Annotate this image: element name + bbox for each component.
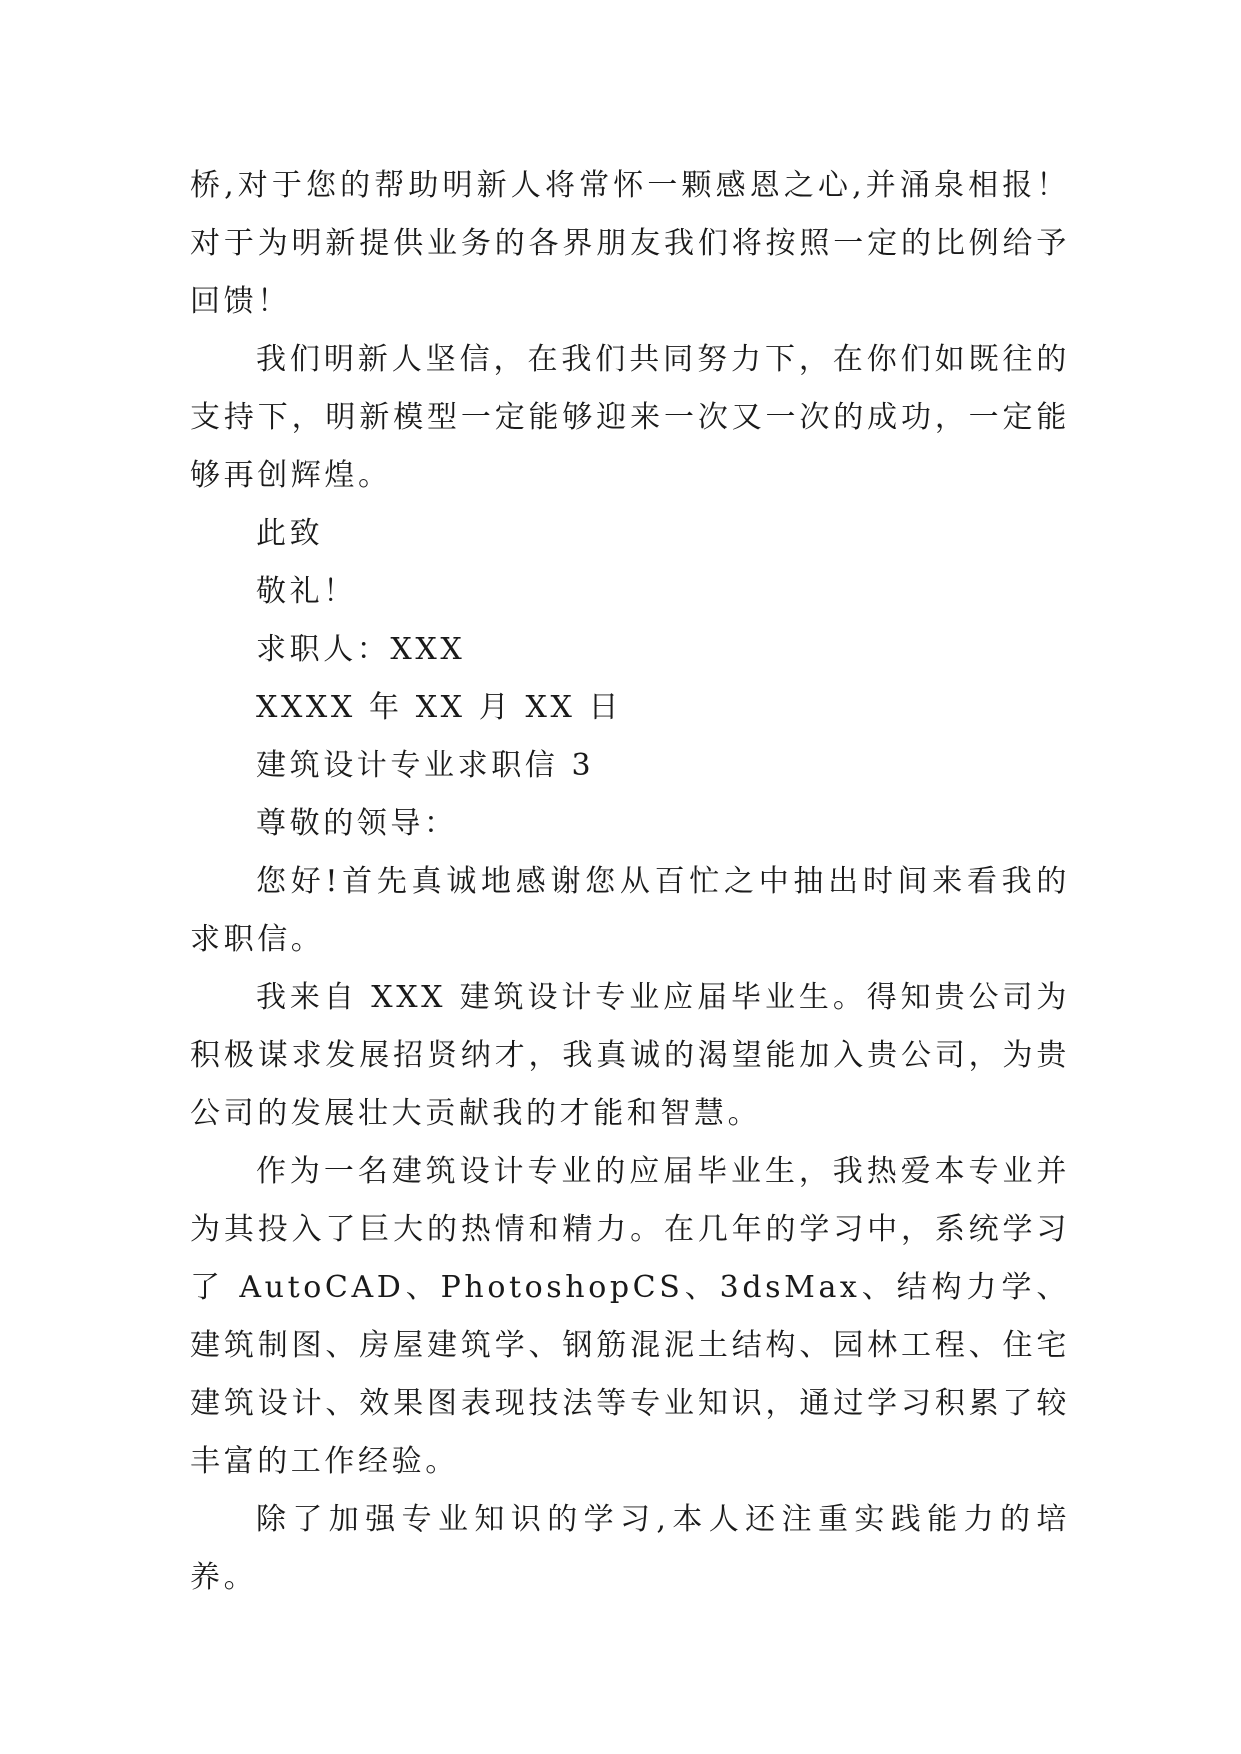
section-title: 建筑设计专业求职信 3 bbox=[256, 748, 595, 783]
applicant-line: 求职人：XXX bbox=[256, 632, 466, 667]
paragraph-continuation: 桥,对于您的帮助明新人将常怀一颗感恩之心,并涌泉相报！对于为明新提供业务的各界朋友我们将按照一定的比例给予回馈！ bbox=[190, 168, 1070, 319]
paragraph-studies: 作为一名建筑设计专业的应届毕业生，我热爱本专业并为其投入了巨大的热情和精力。在几年的学习中，系统学习了 AutoCAD、PhotoshopCS、3dsMax、结构力学、建筑制图、房屋建筑学、钢筋混泥土结构、园林工程、住宅建筑设计、效果图表现技法等专业知识，通过学习积累了较丰富的工作经验。 bbox=[190, 1154, 1070, 1479]
closing-salutation: 此致 bbox=[256, 516, 324, 551]
paragraph-belief: 我们明新人坚信，在我们共同努力下，在你们如既往的支持下，明新模型一定能够迎来一次又一次的成功，一定能够再创辉煌。 bbox=[190, 342, 1070, 493]
greeting-line: 尊敬的领导： bbox=[256, 806, 458, 841]
paragraph-intro: 您好!首先真诚地感谢您从百忙之中抽出时间来看我的求职信。 bbox=[190, 864, 1070, 957]
document-body bbox=[190, 157, 1070, 1607]
paragraph-practice: 除了加强专业知识的学习,本人还注重实践能力的培养。 bbox=[190, 1502, 1070, 1595]
paragraph-background: 我来自 XXX 建筑设计专业应届毕业生。得知贵公司为积极谋求发展招贤纳才，我真诚的渴望能加入贵公司，为贵公司的发展壮大贡献我的才能和智慧。 bbox=[190, 980, 1070, 1131]
date-line: XXXX 年 XX 月 XX 日 bbox=[256, 690, 623, 725]
closing-regards: 敬礼！ bbox=[256, 574, 357, 609]
